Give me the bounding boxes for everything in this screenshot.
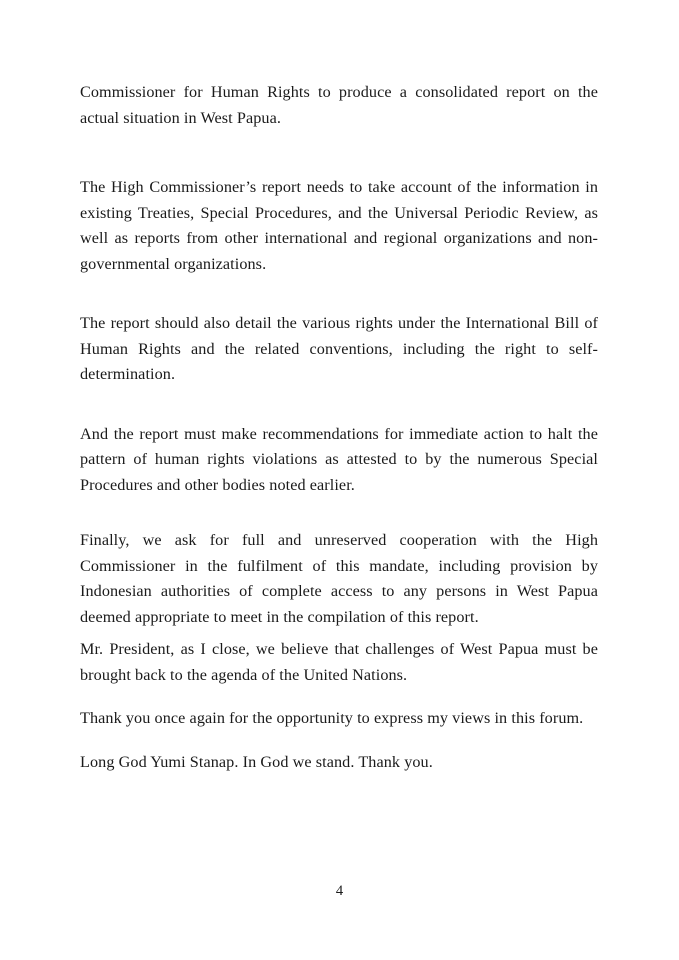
paragraph-4: And the report must make recommendations for immediate action to halt the pattern of human rights violations as attested to by the numerous Special Procedures and other bodies noted earlier.: [80, 424, 598, 494]
paragraph-3: The report should also detail the various rights under the International Bill of Human Rights and the related conventions, including the right to self-determination.: [80, 314, 598, 383]
closing-paragraph-2: Thank you once again for the opportunity to express my views in this forum.: [80, 709, 584, 727]
page-number: 4: [335, 883, 344, 899]
paragraph-1: Commissioner for Human Rights to produce a consolidated report on the actual situation in West Papua.: [80, 83, 598, 127]
closing-paragraph-1: Mr. President, as I close, we believe that challenges of West Papua must be brought back to the agenda of the United Nations.: [80, 640, 598, 684]
paragraph-5: Finally, we ask for full and unreserved cooperation with the High Commissioner in the fulfilment of this mandate, including provision by Indonesian authorities of complete access to any persons in West Papua deemed appropriate to meet in the compilation of this report.: [80, 531, 598, 626]
body-text-column: [80, 80, 598, 630]
closing-paragraph-3: Long God Yumi Stanap. In God we stand. Thank you.: [80, 752, 433, 771]
closing-text-block: [80, 637, 598, 775]
paragraph-2: The High Commissioner’s report needs to take account of the information in existing Treaties, Special Procedures, and the Universal Periodic Review, as well as reports from other international and regional organizations and non-governmental organizations.: [80, 178, 598, 273]
